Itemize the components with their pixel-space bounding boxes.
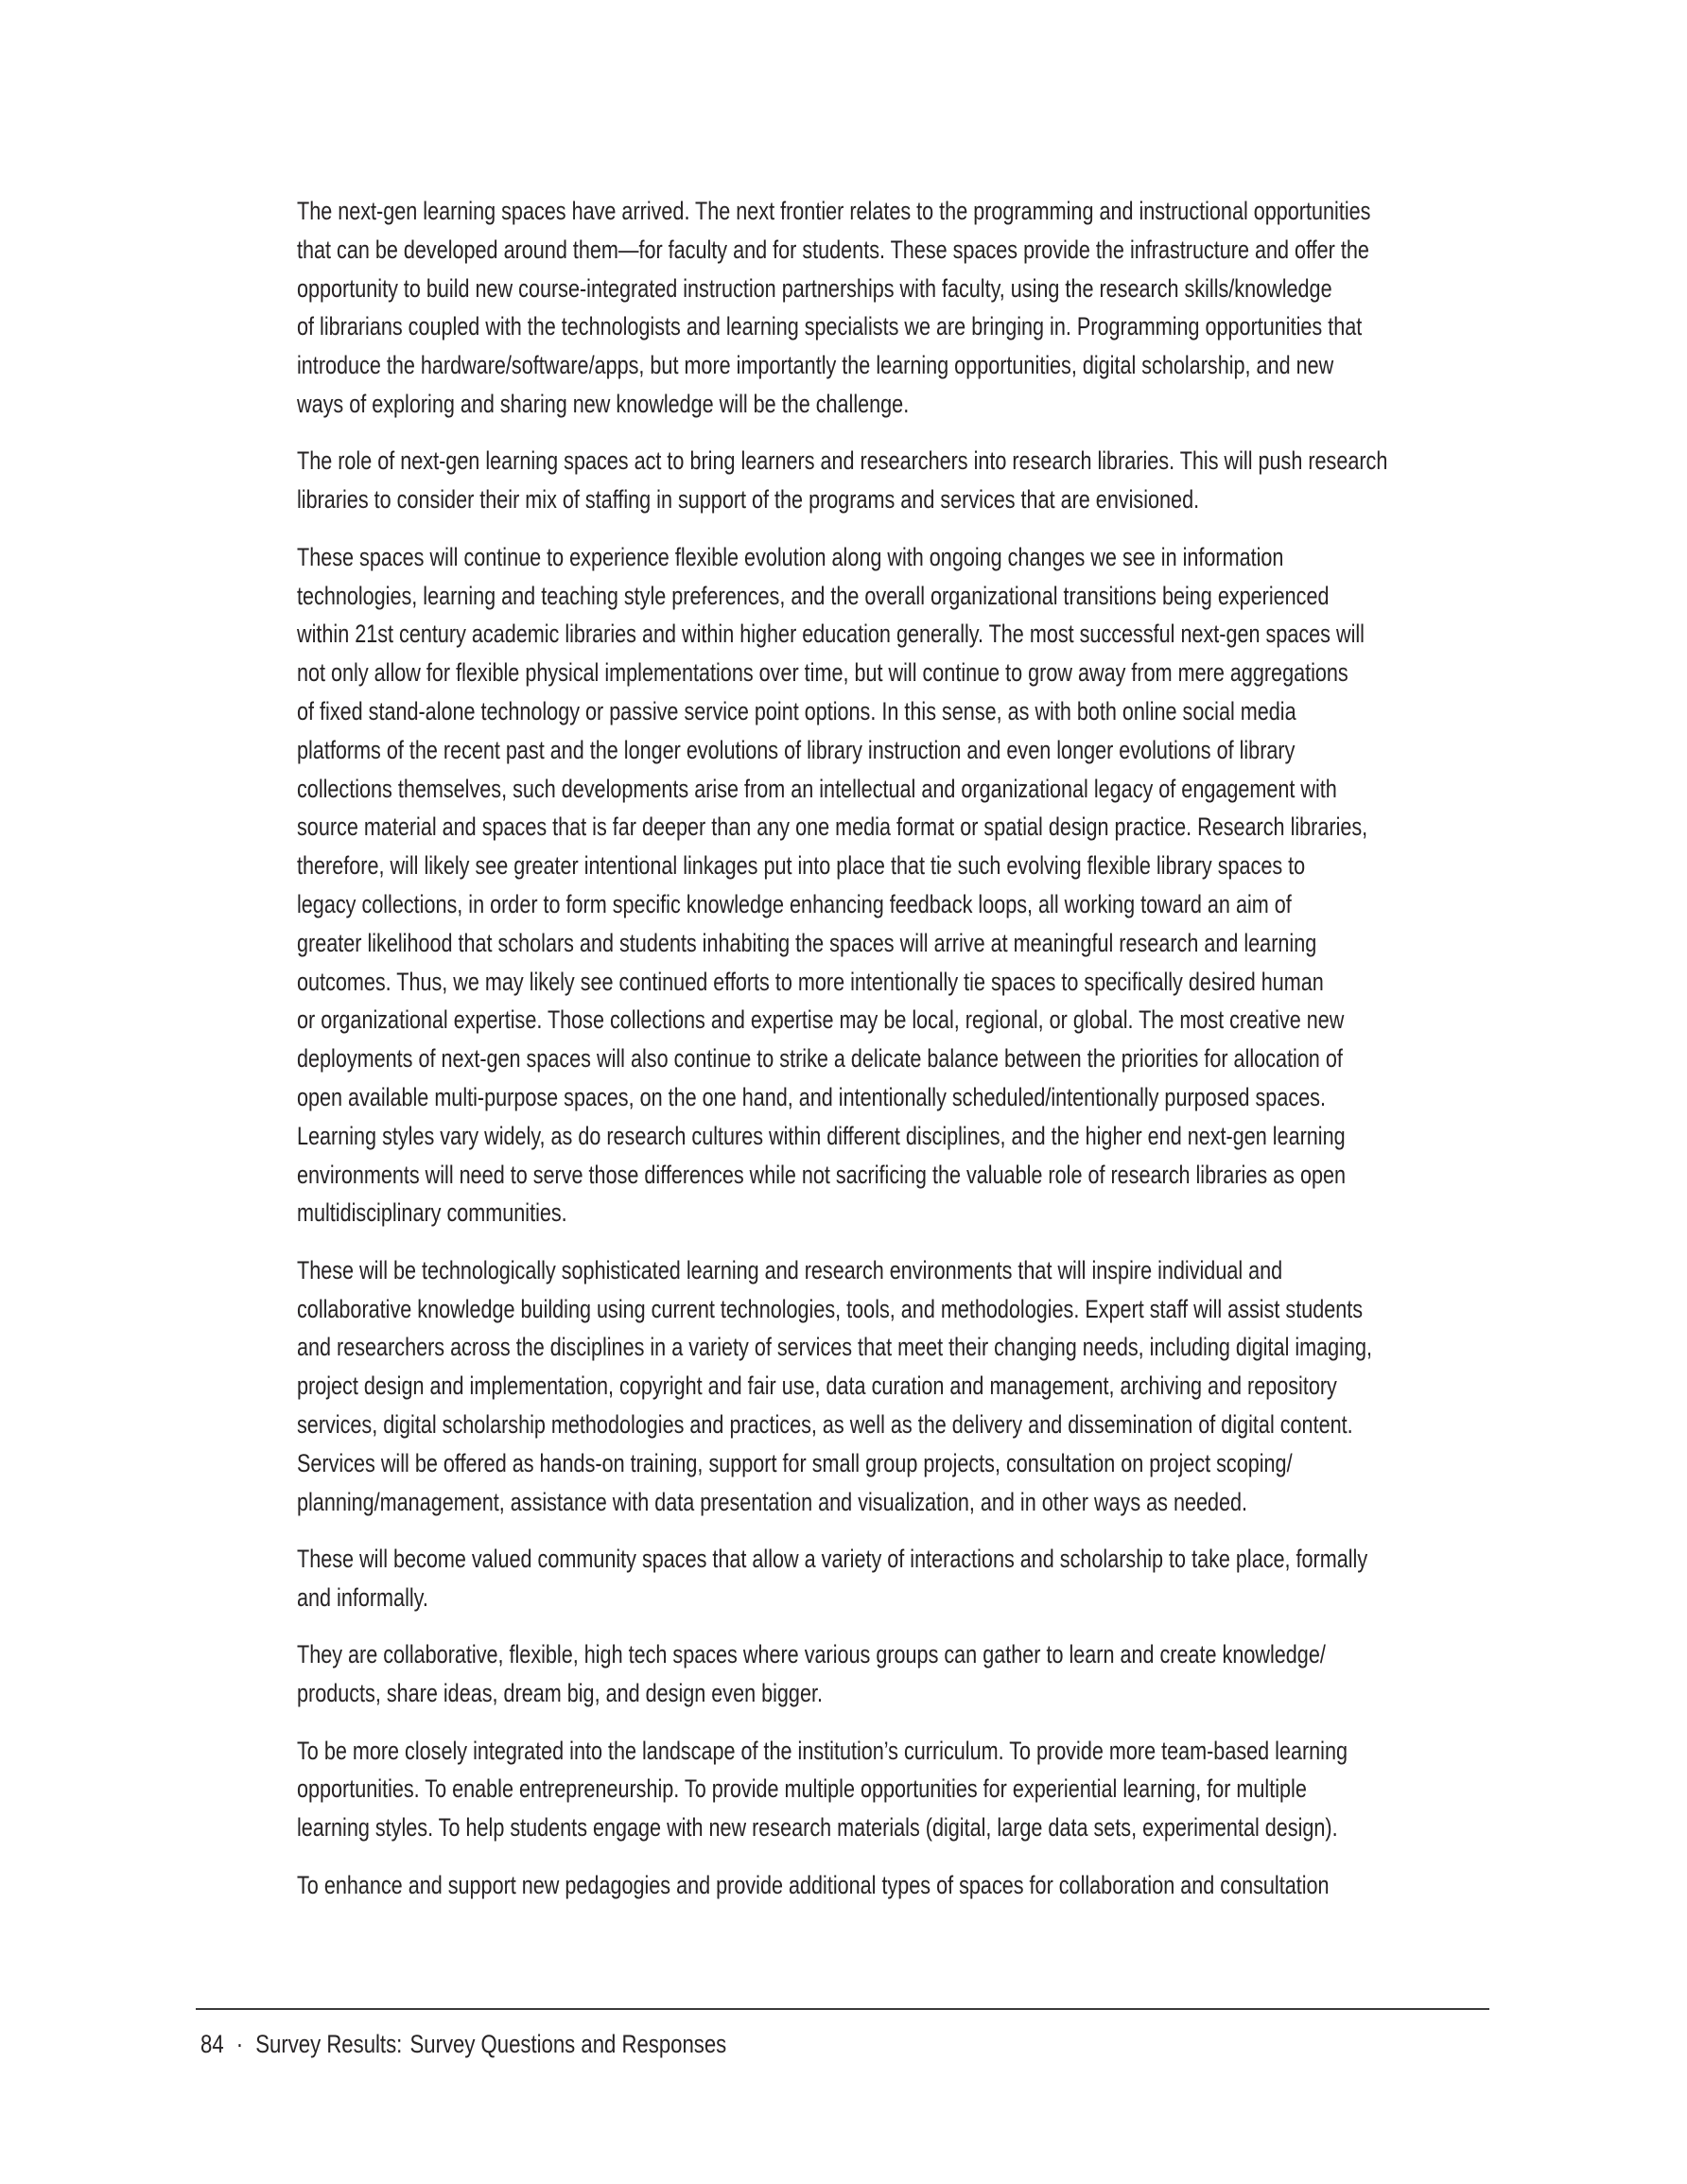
text-line: open available multi-purpose spaces, on the one hand, and intentionally scheduled/intentionally purposed spaces. [297, 1082, 1326, 1111]
text-line: ways of exploring and sharing new knowledge will be the challenge. [297, 389, 910, 418]
text-line: greater likelihood that scholars and students inhabiting the spaces will arrive at meaningful research and learning [297, 928, 1317, 957]
text-line: or organizational expertise. Those collections and expertise may be local, regional, or global. The most creative new [297, 1005, 1345, 1035]
text-line: introduce the hardware/software/apps, but more importantly the learning opportunities, digital scholarship, and new [297, 351, 1334, 380]
text-line: learning styles. To help students engage with new research materials (digital, large data sets, experimental design). [297, 1813, 1338, 1843]
text-line: multidisciplinary communities. [297, 1198, 567, 1228]
text-line: libraries to consider their mix of staffing in support of the programs and services that are envisioned. [297, 485, 1200, 515]
text-line: opportunities. To enable entrepreneurship. To provide multiple opportunities for experiential learning, for multiple [297, 1774, 1307, 1804]
text-line: deployments of next-gen spaces will also continue to strike a delicate balance between the priorities for allocation of [297, 1044, 1343, 1074]
text-line: services, digital scholarship methodologies and practices, as well as the delivery and dissemination of digital content. [297, 1409, 1353, 1439]
text-line: of librarians coupled with the technologists and learning specialists we are bringing in. Programming opportunities that [297, 312, 1363, 341]
body-text [297, 192, 1470, 1923]
paragraph [297, 1732, 1470, 1847]
paragraph [297, 1540, 1470, 1617]
text-line: These spaces will continue to experience flexible evolution along with ongoing changes we see in information [297, 542, 1284, 571]
text-line: legacy collections, in order to form specific knowledge enhancing feedback loops, all working toward an aim of [297, 889, 1292, 918]
text-line: The role of next-gen learning spaces act to bring learners and researchers into research libraries. This will push research [297, 446, 1388, 476]
text-line: outcomes. Thus, we may likely see continued efforts to more intentionally tie spaces to specifically desired human [297, 967, 1324, 996]
text-line: collections themselves, such developments arise from an intellectual and organizational legacy of engagement with [297, 774, 1337, 803]
text-line: environments will need to serve those differences while not sacrificing the valuable role of research libraries as open [297, 1160, 1346, 1189]
text-line: To be more closely integrated into the landscape of the institution’s curriculum. To provide more team-based learning [297, 1736, 1348, 1765]
paragraph [297, 1635, 1470, 1713]
text-line: collaborative knowledge building using current technologies, tools, and methodologies. Expert staff will assist students [297, 1294, 1364, 1323]
text-line: These will become valued community spaces that allow a variety of interactions and scholarship to take place, formally [297, 1545, 1368, 1574]
text-line: and informally. [297, 1582, 428, 1612]
footer-subsection: Survey Questions and Responses [409, 2030, 727, 2058]
text-line: Learning styles vary widely, as do research cultures within different disciplines, and the higher end next-gen learning [297, 1121, 1346, 1150]
text-line: and researchers across the disciplines in a variety of services that meet their changing needs, including digital imaging, [297, 1333, 1373, 1362]
paragraph [297, 1866, 1470, 1905]
text-line: products, share ideas, dream big, and design even bigger. [297, 1679, 823, 1708]
text-line: project design and implementation, copyright and fair use, data curation and management, archiving and repository [297, 1372, 1337, 1401]
text-line: To enhance and support new pedagogies and provide additional types of spaces for collaboration and consultation [297, 1870, 1330, 1899]
text-line: therefore, will likely see greater intentional linkages put into place that tie such evolving flexible library spaces to [297, 851, 1306, 881]
paragraph [297, 442, 1470, 519]
text-line: opportunity to build new course-integrated instruction partnerships with faculty, using the research skills/knowledge [297, 273, 1332, 303]
text-line: of fixed stand-alone technology or passive service point options. In this sense, as with both online social media [297, 696, 1296, 725]
footer-separator: · [235, 2030, 244, 2058]
text-line: that can be developed around them—for faculty and for students. These spaces provide the infrastructure and offer the [297, 235, 1369, 264]
paragraph [297, 192, 1470, 424]
text-line: planning/management, assistance with data presentation and visualization, and in other ways as needed. [297, 1487, 1248, 1516]
text-line: They are collaborative, flexible, high tech spaces where various groups can gather to learn and create knowledge/ [297, 1640, 1326, 1669]
text-line: The next-gen learning spaces have arrived. The next frontier relates to the programming and instructional opportunities [297, 197, 1371, 225]
footer-rule [196, 2008, 1489, 2010]
footer-section: Survey Results: [255, 2030, 403, 2058]
page-footer [200, 2028, 726, 2060]
text-line: source material and spaces that is far deeper than any one media format or spatial design practice. Research libraries, [297, 812, 1368, 842]
text-line: These will be technologically sophisticated learning and research environments that will inspire individual and [297, 1255, 1283, 1284]
text-line: not only allow for flexible physical implementations over time, but will continue to grow away from mere aggregations [297, 658, 1348, 688]
text-line: Services will be offered as hands-on training, support for small group projects, consultation on project scoping/ [297, 1448, 1293, 1477]
text-line: platforms of the recent past and the longer evolutions of library instruction and even longer evolutions of library [297, 735, 1296, 764]
text-line: within 21st century academic libraries and within higher education generally. The most successful next-gen spaces will [297, 620, 1365, 649]
page-number: 84 [200, 2030, 224, 2058]
text-line: technologies, learning and teaching style preferences, and the overall organizational transitions being experienced [297, 581, 1330, 610]
paragraph [297, 538, 1470, 1232]
paragraph [297, 1251, 1470, 1522]
